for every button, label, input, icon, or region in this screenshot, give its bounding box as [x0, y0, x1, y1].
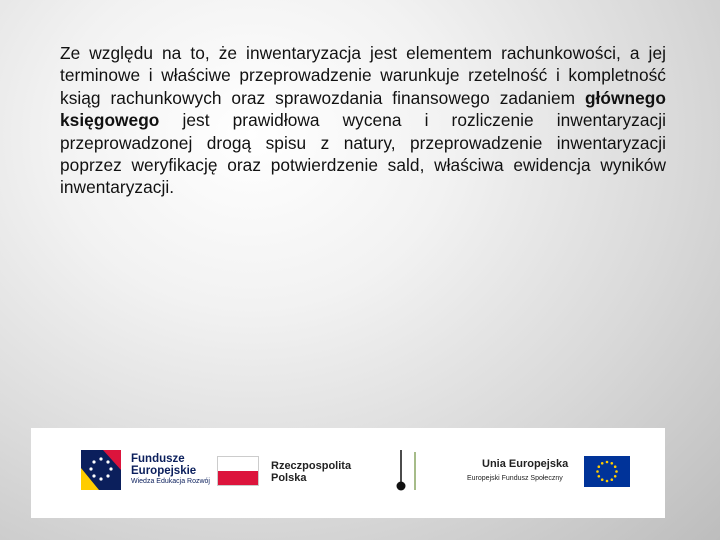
fundusze-subtitle: Wiedza Edukacja Rozwój	[131, 478, 210, 485]
fundusze-title: Fundusze Europejskie	[131, 453, 197, 477]
rzeczpospolita-polska-logo	[217, 456, 367, 486]
paragraph-text-1: Ze względu na to, że inwentaryzacja jest elementem rachunkowości, a jej terminowe i właściwe przeprowadzenie warunkuje rzetelność i kompletność ksiąg rachunkowych oraz sprawozdania finansowego zadaniem	[60, 43, 666, 108]
fundusze-europejskie-logo	[81, 450, 210, 490]
akademia-logo	[391, 446, 431, 496]
unia-europejska-logo	[464, 456, 624, 488]
slide-paragraph	[60, 42, 666, 199]
unia-subtitle: Europejski Fundusz Społeczny	[467, 475, 563, 482]
unia-title: Unia Europejska	[482, 458, 569, 470]
polish-flag-icon	[217, 456, 259, 486]
rzeczpospolita-title: Rzeczpospolita Polska	[271, 460, 352, 484]
paragraph-bold-text: głównego księgowego	[60, 87, 666, 131]
akademia-icon	[391, 446, 431, 496]
eu-flag-icon	[584, 456, 630, 487]
funding-logo-bar	[31, 428, 665, 518]
fundusze-europejskie-icon	[81, 450, 121, 490]
paragraph-text-2: jest prawidłowa wycena i rozliczenie inwentaryzacji przeprowadzonej drogą spisu z natury, przeprowadzenie inwentaryzacji poprzez weryfikację oraz potwierdzenie sald, właściwa ewidencja wyników inwentaryzacji.	[60, 110, 666, 198]
